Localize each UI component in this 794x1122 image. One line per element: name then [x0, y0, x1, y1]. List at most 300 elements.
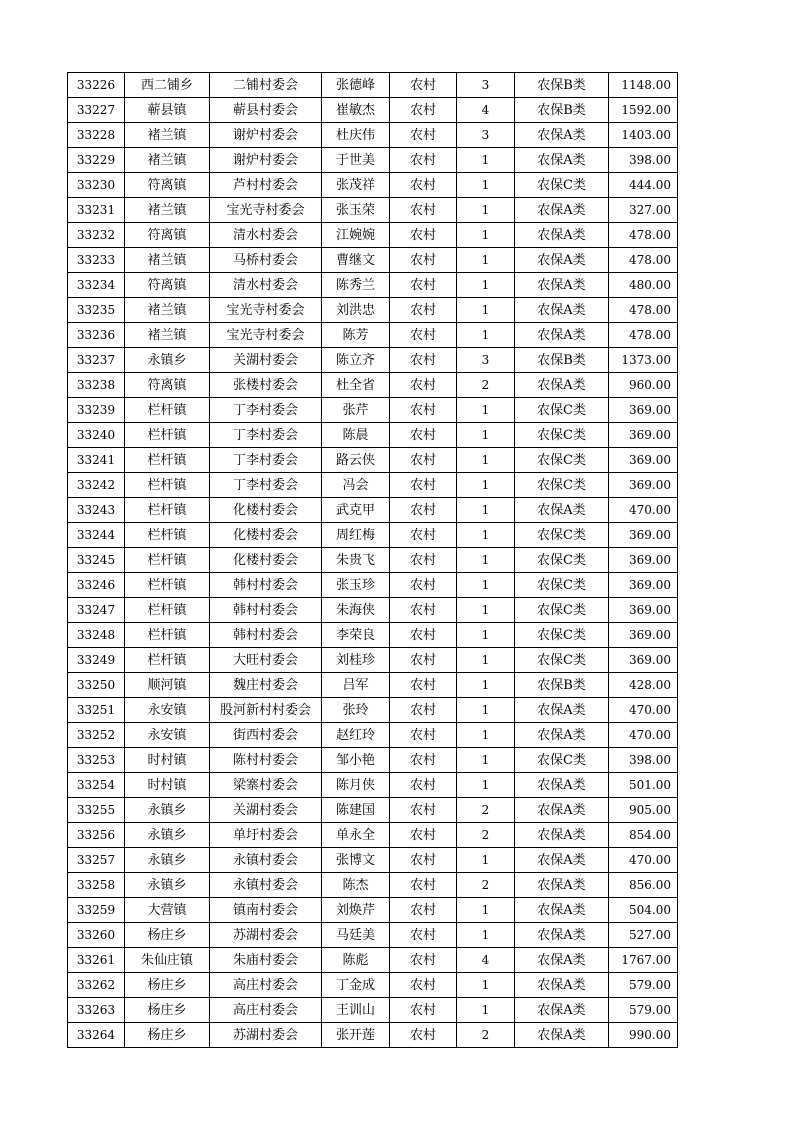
table-row: [68, 573, 678, 598]
township-cell: 栏杆镇: [125, 523, 210, 548]
name-cell: 邹小艳: [322, 748, 390, 773]
township-cell: 符离镇: [125, 223, 210, 248]
household-type-cell: 农村: [390, 898, 457, 923]
household-type-cell: 农村: [390, 948, 457, 973]
record-id-cell: 33256: [68, 823, 125, 848]
record-id-cell: 33245: [68, 548, 125, 573]
insurance-category-cell: 农保A类: [515, 998, 609, 1023]
insurance-category-cell: 农保C类: [515, 448, 609, 473]
insurance-category-cell: 农保A类: [515, 973, 609, 998]
township-cell: 永安镇: [125, 698, 210, 723]
amount-cell: 579.00: [609, 973, 678, 998]
amount-cell: 369.00: [609, 623, 678, 648]
record-id-cell: 33232: [68, 223, 125, 248]
family-size-cell: 1: [457, 498, 515, 523]
record-id-cell: 33239: [68, 398, 125, 423]
name-cell: 王训山: [322, 998, 390, 1023]
family-size-cell: 3: [457, 73, 515, 98]
record-id-cell: 33251: [68, 698, 125, 723]
insurance-category-cell: 农保A类: [515, 773, 609, 798]
township-cell: 大营镇: [125, 898, 210, 923]
record-id-cell: 33244: [68, 523, 125, 548]
record-id-cell: 33230: [68, 173, 125, 198]
family-size-cell: 4: [457, 98, 515, 123]
family-size-cell: 1: [457, 148, 515, 173]
township-cell: 栏杆镇: [125, 398, 210, 423]
village-committee-cell: 谢炉村委会: [210, 123, 322, 148]
amount-cell: 428.00: [609, 673, 678, 698]
village-committee-cell: 镇南村委会: [210, 898, 322, 923]
amount-cell: 398.00: [609, 148, 678, 173]
township-cell: 杨庄乡: [125, 1023, 210, 1048]
household-type-cell: 农村: [390, 573, 457, 598]
family-size-cell: 1: [457, 223, 515, 248]
name-cell: 张开莲: [322, 1023, 390, 1048]
household-type-cell: 农村: [390, 698, 457, 723]
insurance-category-cell: 农保B类: [515, 98, 609, 123]
family-size-cell: 1: [457, 323, 515, 348]
household-type-cell: 农村: [390, 923, 457, 948]
village-committee-cell: 张楼村委会: [210, 373, 322, 398]
village-committee-cell: 化楼村委会: [210, 523, 322, 548]
household-type-cell: 农村: [390, 823, 457, 848]
amount-cell: 470.00: [609, 848, 678, 873]
village-committee-cell: 韩村村委会: [210, 623, 322, 648]
township-cell: 杨庄乡: [125, 973, 210, 998]
name-cell: 朱海侠: [322, 598, 390, 623]
family-size-cell: 1: [457, 898, 515, 923]
village-committee-cell: 大旺村委会: [210, 648, 322, 673]
name-cell: 陈秀兰: [322, 273, 390, 298]
township-cell: 褚兰镇: [125, 298, 210, 323]
family-size-cell: 1: [457, 273, 515, 298]
village-committee-cell: 单圩村委会: [210, 823, 322, 848]
table-row: [68, 673, 678, 698]
household-type-cell: 农村: [390, 148, 457, 173]
table-row: [68, 848, 678, 873]
household-type-cell: 农村: [390, 348, 457, 373]
township-cell: 褚兰镇: [125, 198, 210, 223]
amount-cell: 369.00: [609, 648, 678, 673]
township-cell: 栏杆镇: [125, 573, 210, 598]
township-cell: 时村镇: [125, 748, 210, 773]
name-cell: 曹继文: [322, 248, 390, 273]
household-type-cell: 农村: [390, 98, 457, 123]
insurance-category-cell: 农保A类: [515, 823, 609, 848]
village-committee-cell: 马桥村委会: [210, 248, 322, 273]
family-size-cell: 1: [457, 623, 515, 648]
table-row: [68, 498, 678, 523]
record-id-cell: 33242: [68, 473, 125, 498]
record-id-cell: 33248: [68, 623, 125, 648]
village-committee-cell: 丁李村委会: [210, 448, 322, 473]
insurance-category-cell: 农保A类: [515, 223, 609, 248]
village-committee-cell: 宝光寺村委会: [210, 198, 322, 223]
insurance-category-cell: 农保A类: [515, 198, 609, 223]
name-cell: 吕军: [322, 673, 390, 698]
township-cell: 永镇乡: [125, 798, 210, 823]
table-row: [68, 1023, 678, 1048]
insurance-category-cell: 农保B类: [515, 348, 609, 373]
family-size-cell: 3: [457, 348, 515, 373]
table-row: [68, 948, 678, 973]
family-size-cell: 1: [457, 523, 515, 548]
record-id-cell: 33262: [68, 973, 125, 998]
household-type-cell: 农村: [390, 73, 457, 98]
township-cell: 杨庄乡: [125, 923, 210, 948]
amount-cell: 478.00: [609, 223, 678, 248]
household-type-cell: 农村: [390, 198, 457, 223]
amount-cell: 478.00: [609, 248, 678, 273]
township-cell: 时村镇: [125, 773, 210, 798]
township-cell: 杨庄乡: [125, 998, 210, 1023]
insurance-category-cell: 农保C类: [515, 173, 609, 198]
record-id-cell: 33240: [68, 423, 125, 448]
amount-cell: 527.00: [609, 923, 678, 948]
name-cell: 马廷美: [322, 923, 390, 948]
household-type-cell: 农村: [390, 398, 457, 423]
record-id-cell: 33237: [68, 348, 125, 373]
household-type-cell: 农村: [390, 448, 457, 473]
table-row: [68, 223, 678, 248]
village-committee-cell: 丁李村委会: [210, 423, 322, 448]
name-cell: 张玉珍: [322, 573, 390, 598]
amount-cell: 369.00: [609, 398, 678, 423]
township-cell: 永安镇: [125, 723, 210, 748]
township-cell: 栏杆镇: [125, 623, 210, 648]
name-cell: 崔敏杰: [322, 98, 390, 123]
family-size-cell: 1: [457, 723, 515, 748]
table-row: [68, 198, 678, 223]
record-id-cell: 33226: [68, 73, 125, 98]
household-type-cell: 农村: [390, 848, 457, 873]
name-cell: 江婉婉: [322, 223, 390, 248]
family-size-cell: 3: [457, 123, 515, 148]
table-row: [68, 73, 678, 98]
township-cell: 褚兰镇: [125, 123, 210, 148]
table-row: [68, 173, 678, 198]
household-type-cell: 农村: [390, 873, 457, 898]
record-id-cell: 33234: [68, 273, 125, 298]
table-row: [68, 273, 678, 298]
amount-cell: 1373.00: [609, 348, 678, 373]
insurance-category-cell: 农保C类: [515, 398, 609, 423]
insurance-category-cell: 农保A类: [515, 273, 609, 298]
village-committee-cell: 街西村委会: [210, 723, 322, 748]
amount-cell: 369.00: [609, 473, 678, 498]
household-type-cell: 农村: [390, 548, 457, 573]
name-cell: 朱贵飞: [322, 548, 390, 573]
table-row: [68, 398, 678, 423]
name-cell: 刘桂珍: [322, 648, 390, 673]
table-row: [68, 923, 678, 948]
table-row: [68, 873, 678, 898]
name-cell: 周红梅: [322, 523, 390, 548]
table-row: [68, 623, 678, 648]
household-type-cell: 农村: [390, 998, 457, 1023]
household-type-cell: 农村: [390, 1023, 457, 1048]
amount-cell: 470.00: [609, 723, 678, 748]
insurance-category-cell: 农保A类: [515, 498, 609, 523]
record-id-cell: 33247: [68, 598, 125, 623]
amount-cell: 856.00: [609, 873, 678, 898]
insurance-category-cell: 农保B类: [515, 73, 609, 98]
name-cell: 赵红玲: [322, 723, 390, 748]
family-size-cell: 1: [457, 248, 515, 273]
table-row: [68, 773, 678, 798]
record-id-cell: 33243: [68, 498, 125, 523]
household-type-cell: 农村: [390, 473, 457, 498]
amount-cell: 327.00: [609, 198, 678, 223]
family-size-cell: 1: [457, 648, 515, 673]
insurance-category-cell: 农保A类: [515, 848, 609, 873]
township-cell: 永镇乡: [125, 348, 210, 373]
household-type-cell: 农村: [390, 248, 457, 273]
family-size-cell: 4: [457, 948, 515, 973]
record-id-cell: 33264: [68, 1023, 125, 1048]
table-row: [68, 98, 678, 123]
amount-cell: 478.00: [609, 323, 678, 348]
record-id-cell: 33231: [68, 198, 125, 223]
amount-cell: 990.00: [609, 1023, 678, 1048]
table-row: [68, 648, 678, 673]
amount-cell: 579.00: [609, 998, 678, 1023]
table-row: [68, 898, 678, 923]
name-cell: 陈立齐: [322, 348, 390, 373]
family-size-cell: 1: [457, 173, 515, 198]
household-type-cell: 农村: [390, 498, 457, 523]
township-cell: 朱仙庄镇: [125, 948, 210, 973]
township-cell: 符离镇: [125, 373, 210, 398]
household-type-cell: 农村: [390, 123, 457, 148]
family-size-cell: 1: [457, 598, 515, 623]
insurance-category-cell: 农保A类: [515, 323, 609, 348]
village-committee-cell: 陈村村委会: [210, 748, 322, 773]
name-cell: 于世美: [322, 148, 390, 173]
insurance-category-cell: 农保B类: [515, 673, 609, 698]
family-size-cell: 1: [457, 698, 515, 723]
township-cell: 符离镇: [125, 173, 210, 198]
record-id-cell: 33233: [68, 248, 125, 273]
record-id-cell: 33259: [68, 898, 125, 923]
village-committee-cell: 魏庄村委会: [210, 673, 322, 698]
township-cell: 西二铺乡: [125, 73, 210, 98]
insurance-category-cell: 农保A类: [515, 873, 609, 898]
amount-cell: 398.00: [609, 748, 678, 773]
amount-cell: 369.00: [609, 548, 678, 573]
relief-roster-table: [67, 72, 678, 1048]
record-id-cell: 33257: [68, 848, 125, 873]
household-type-cell: 农村: [390, 748, 457, 773]
family-size-cell: 1: [457, 923, 515, 948]
village-committee-cell: 高庄村委会: [210, 973, 322, 998]
household-type-cell: 农村: [390, 523, 457, 548]
name-cell: 张博文: [322, 848, 390, 873]
insurance-category-cell: 农保A类: [515, 298, 609, 323]
record-id-cell: 33227: [68, 98, 125, 123]
family-size-cell: 2: [457, 798, 515, 823]
village-committee-cell: 蕲县村委会: [210, 98, 322, 123]
record-id-cell: 33255: [68, 798, 125, 823]
insurance-category-cell: 农保C类: [515, 598, 609, 623]
township-cell: 栏杆镇: [125, 448, 210, 473]
insurance-category-cell: 农保A类: [515, 723, 609, 748]
name-cell: 杜全省: [322, 373, 390, 398]
township-cell: 栏杆镇: [125, 423, 210, 448]
record-id-cell: 33263: [68, 998, 125, 1023]
insurance-category-cell: 农保C类: [515, 473, 609, 498]
insurance-category-cell: 农保C类: [515, 573, 609, 598]
township-cell: 永镇乡: [125, 848, 210, 873]
name-cell: 杜庆伟: [322, 123, 390, 148]
township-cell: 栏杆镇: [125, 498, 210, 523]
village-committee-cell: 梁寨村委会: [210, 773, 322, 798]
family-size-cell: 2: [457, 373, 515, 398]
name-cell: 张玲: [322, 698, 390, 723]
village-committee-cell: 丁李村委会: [210, 473, 322, 498]
insurance-category-cell: 农保A类: [515, 373, 609, 398]
township-cell: 栏杆镇: [125, 648, 210, 673]
village-committee-cell: 化楼村委会: [210, 548, 322, 573]
village-committee-cell: 高庄村委会: [210, 998, 322, 1023]
family-size-cell: 1: [457, 773, 515, 798]
amount-cell: 369.00: [609, 598, 678, 623]
household-type-cell: 农村: [390, 798, 457, 823]
name-cell: 张德峰: [322, 73, 390, 98]
township-cell: 褚兰镇: [125, 148, 210, 173]
village-committee-cell: 清水村委会: [210, 223, 322, 248]
family-size-cell: 2: [457, 823, 515, 848]
table-row: [68, 298, 678, 323]
record-id-cell: 33261: [68, 948, 125, 973]
name-cell: 张玉荣: [322, 198, 390, 223]
record-id-cell: 33249: [68, 648, 125, 673]
insurance-category-cell: 农保C类: [515, 623, 609, 648]
family-size-cell: 1: [457, 998, 515, 1023]
table-row: [68, 423, 678, 448]
household-type-cell: 农村: [390, 273, 457, 298]
amount-cell: 905.00: [609, 798, 678, 823]
village-committee-cell: 谢炉村委会: [210, 148, 322, 173]
record-id-cell: 33250: [68, 673, 125, 698]
household-type-cell: 农村: [390, 773, 457, 798]
village-committee-cell: 韩村村委会: [210, 573, 322, 598]
name-cell: 刘洪忠: [322, 298, 390, 323]
family-size-cell: 1: [457, 398, 515, 423]
household-type-cell: 农村: [390, 723, 457, 748]
family-size-cell: 1: [457, 848, 515, 873]
township-cell: 永镇乡: [125, 823, 210, 848]
household-type-cell: 农村: [390, 173, 457, 198]
household-type-cell: 农村: [390, 298, 457, 323]
village-committee-cell: 苏湖村委会: [210, 923, 322, 948]
household-type-cell: 农村: [390, 673, 457, 698]
family-size-cell: 2: [457, 1023, 515, 1048]
table-row: [68, 348, 678, 373]
amount-cell: 1403.00: [609, 123, 678, 148]
amount-cell: 369.00: [609, 523, 678, 548]
family-size-cell: 1: [457, 473, 515, 498]
household-type-cell: 农村: [390, 623, 457, 648]
household-type-cell: 农村: [390, 373, 457, 398]
village-committee-cell: 苏湖村委会: [210, 1023, 322, 1048]
family-size-cell: 1: [457, 423, 515, 448]
township-cell: 蕲县镇: [125, 98, 210, 123]
record-id-cell: 33254: [68, 773, 125, 798]
table-row: [68, 748, 678, 773]
amount-cell: 1767.00: [609, 948, 678, 973]
amount-cell: 1592.00: [609, 98, 678, 123]
amount-cell: 369.00: [609, 573, 678, 598]
record-id-cell: 33228: [68, 123, 125, 148]
village-committee-cell: 关湖村委会: [210, 348, 322, 373]
household-type-cell: 农村: [390, 973, 457, 998]
village-committee-cell: 化楼村委会: [210, 498, 322, 523]
family-size-cell: 1: [457, 548, 515, 573]
name-cell: 单永全: [322, 823, 390, 848]
name-cell: 陈芳: [322, 323, 390, 348]
table-row: [68, 823, 678, 848]
table-row: [68, 448, 678, 473]
township-cell: 褚兰镇: [125, 248, 210, 273]
record-id-cell: 33260: [68, 923, 125, 948]
insurance-category-cell: 农保A类: [515, 148, 609, 173]
family-size-cell: 1: [457, 198, 515, 223]
insurance-category-cell: 农保A类: [515, 948, 609, 973]
household-type-cell: 农村: [390, 323, 457, 348]
name-cell: 武克甲: [322, 498, 390, 523]
insurance-category-cell: 农保C类: [515, 523, 609, 548]
table-row: [68, 798, 678, 823]
amount-cell: 1148.00: [609, 73, 678, 98]
record-id-cell: 33253: [68, 748, 125, 773]
table-row: [68, 523, 678, 548]
table-row: [68, 123, 678, 148]
village-committee-cell: 永镇村委会: [210, 848, 322, 873]
amount-cell: 854.00: [609, 823, 678, 848]
village-committee-cell: 永镇村委会: [210, 873, 322, 898]
insurance-category-cell: 农保C类: [515, 648, 609, 673]
village-committee-cell: 宝光寺村委会: [210, 323, 322, 348]
insurance-category-cell: 农保A类: [515, 248, 609, 273]
record-id-cell: 33229: [68, 148, 125, 173]
name-cell: 张茂祥: [322, 173, 390, 198]
name-cell: 丁金成: [322, 973, 390, 998]
amount-cell: 501.00: [609, 773, 678, 798]
township-cell: 栏杆镇: [125, 473, 210, 498]
village-committee-cell: 二铺村委会: [210, 73, 322, 98]
record-id-cell: 33258: [68, 873, 125, 898]
family-size-cell: 1: [457, 973, 515, 998]
table-row: [68, 998, 678, 1023]
amount-cell: 470.00: [609, 698, 678, 723]
name-cell: 陈彪: [322, 948, 390, 973]
amount-cell: 470.00: [609, 498, 678, 523]
village-committee-cell: 股河新村村委会: [210, 698, 322, 723]
name-cell: 陈月侠: [322, 773, 390, 798]
amount-cell: 369.00: [609, 423, 678, 448]
insurance-category-cell: 农保A类: [515, 698, 609, 723]
township-cell: 符离镇: [125, 273, 210, 298]
township-cell: 顺河镇: [125, 673, 210, 698]
name-cell: 李荣良: [322, 623, 390, 648]
table-body: [68, 73, 678, 1048]
name-cell: 刘焕芹: [322, 898, 390, 923]
family-size-cell: 1: [457, 673, 515, 698]
amount-cell: 504.00: [609, 898, 678, 923]
insurance-category-cell: 农保A类: [515, 923, 609, 948]
household-type-cell: 农村: [390, 648, 457, 673]
